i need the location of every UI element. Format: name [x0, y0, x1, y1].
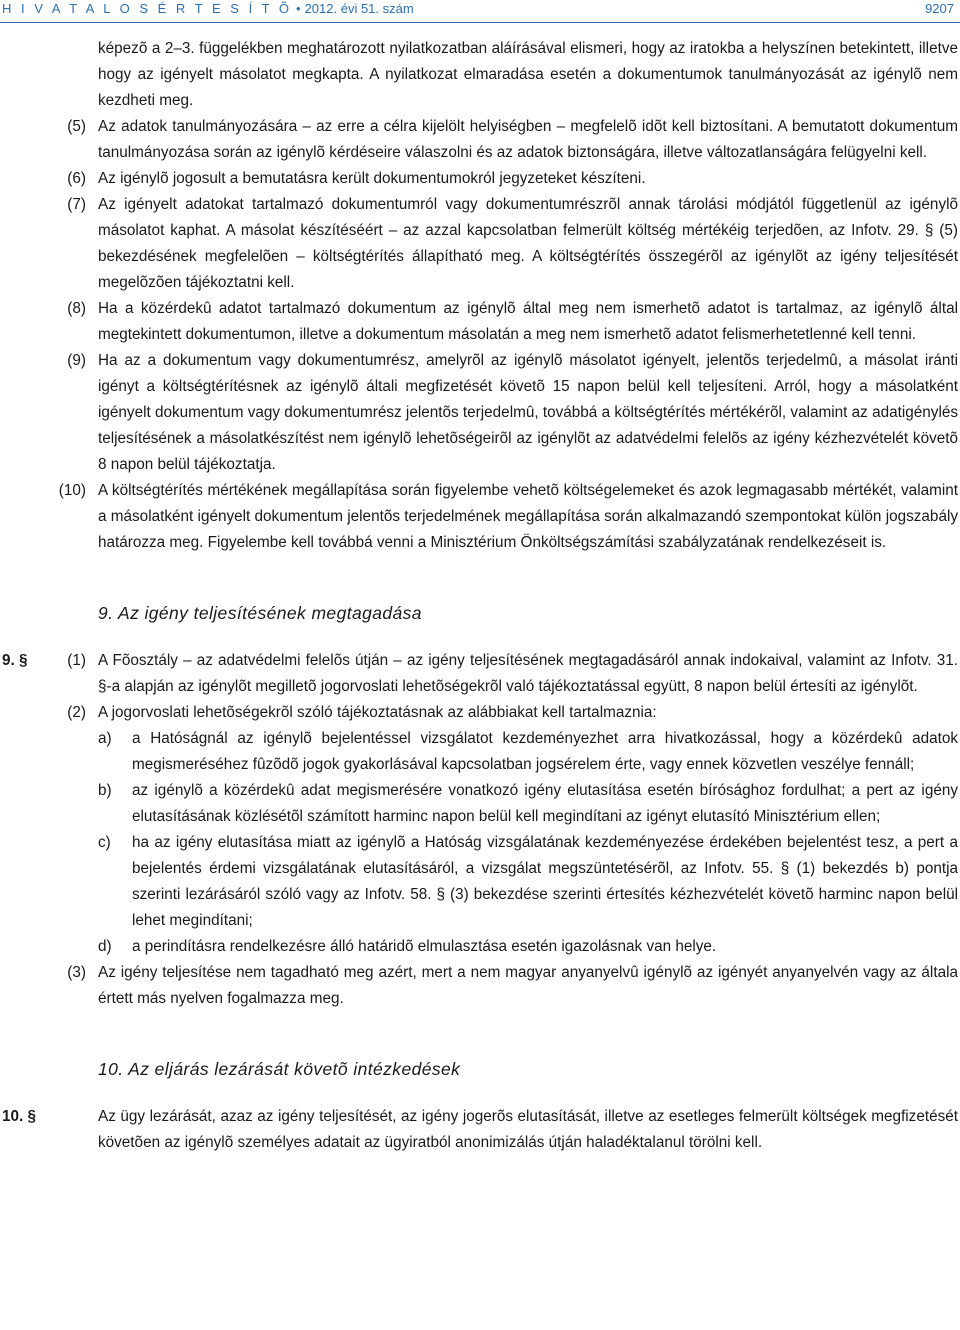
paragraph-text: Az igényelt adatokat tartalmazó dokumentumról vagy dokumentumrészrõl annak tárolási módjától függetlenül az igénylõ másolatot kaphat. A másolat készítéséért – az azzal kapcsolatban felmerült költség mértékéig terjedõen, az Infotv. 29. § (5) bekezdésének megfelelõen – költségtérítés állapítható meg. A költségtérítés összegérõl az igénylõt az igény teljesítését megelõzõen tájékoztatni kell. — [98, 196, 958, 291]
section-9-paragraph-3 — [0, 960, 960, 1012]
paragraph-number: (9) — [67, 352, 86, 369]
separator-dot: • — [296, 1, 301, 16]
list-item — [98, 830, 958, 934]
intro-text: képezõ a 2–3. függelékben meghatározott nyilatkozatban aláírásával elismeri, hogy az iratokba a helyszínen betekintett, illetve hogy az igényelt másolatot megkapta. A nyilatkozat elmaradása esetén a dokumentumok tanulmányozását az igénylõ nem kezdheti meg. — [98, 40, 958, 109]
item-list — [98, 726, 958, 960]
paragraph-text: Ha a közérdekû adatot tartalmazó dokumentum az igénylõ által meg nem ismerhetõ adatot is tartalmaz, az igénylõ által megtekintett dokumentumon, illetve a dokumentum másolatán a meg nem ismerhetõ adatot felismerhetetlenné kell tenni. — [98, 300, 958, 343]
item-letter: d) — [98, 938, 112, 955]
numbered-paragraph — [0, 192, 960, 296]
page-header — [0, 0, 960, 23]
paragraph-text: Az igénylõ jogosult a bemutatásra került dokumentumokról jegyzeteket készíteni. — [98, 170, 646, 187]
paragraph-text: Az igény teljesítése nem tagadható meg azért, mert a nem magyar anyanyelvû igénylõ az igényét anyanyelvén vagy az általa értett más nyelven fogalmazza meg. — [98, 964, 958, 1007]
numbered-paragraph — [0, 348, 960, 478]
paragraph-number: (3) — [67, 964, 86, 981]
journal-title — [2, 1, 414, 17]
intro-paragraph — [0, 36, 960, 114]
section-10-label: 10. § — [2, 1108, 37, 1125]
section-9-paragraph-1 — [0, 648, 960, 700]
section-10-paragraph — [0, 1104, 960, 1156]
paragraph-number: (6) — [67, 170, 86, 187]
item-text: a Hatóságnál az igénylõ bejelentéssel vizsgálatot kezdeményezhet arra hivatkozással, hogy a közérdekû adatok megismeréséhez fûzõdõ jogok gyakorlásával kapcsolatban jogsérelem érte, vagy ennek közvetlen veszélye fennáll; — [132, 730, 958, 773]
paragraph-text: A költségtérítés mértékének megállapítása során figyelembe vehetõ költségelemeket és azok legmagasabb mértékét, valamint a másolatként igényelt dokumentum jelentõs terjedelmének megállapítása során alkalmazandó szempontokat külön jogszabály határozza meg. Figyelembe kell továbbá venni a Minisztérium Önköltségszámítási szabályzatának rendelkezéseit is. — [98, 482, 958, 551]
paragraph-text: A Fõosztály – az adatvédelmi felelõs útján – az igény teljesítésének megtagadásáról annak indokaival, valamint az Infotv. 31. §-a alapján az igénylõt megilletõ jogorvoslati lehetõségekrõl való tájékoztatással együtt, 8 napon belül értesíti az igénylõt. — [98, 652, 958, 695]
item-letter: c) — [98, 834, 111, 851]
paragraph-number: (7) — [67, 196, 86, 213]
paragraph-number: (2) — [67, 704, 86, 721]
section-9-heading: 9. Az igény teljesítésének megtagadása — [98, 603, 422, 623]
numbered-paragraph — [0, 114, 960, 166]
paragraph-number: (8) — [67, 300, 86, 317]
list-item — [98, 726, 958, 778]
paragraph-text: Ha az a dokumentum vagy dokumentumrész, amelyrõl az igénylõ másolatot igényelt, jelentõs terjedelmû, a másolat iránti igényt a költségtérítésnek az igénylõ általi megfizetését követõ 15 napon belül kell teljesíteni. Arról, hogy a másolatként igényelt dokumentum vagy dokumentumrész jelentõs terjedelmû, továbbá a költségtérítés mértékérõl, valamint az adatigénylés teljesítésének a másolatkészítést nem igénylõ lehetõségeirõl az igénylõt az adatvédelmi felelõs az igény kézhezvételét követõ 8 napon belül tájékoztatja. — [98, 352, 958, 473]
issue-date: 2012. évi 51. szám — [304, 1, 414, 16]
section-9-label: 9. § — [2, 652, 28, 669]
paragraph-number: (5) — [67, 118, 86, 135]
numbered-paragraph — [0, 478, 960, 556]
numbered-paragraph — [0, 166, 960, 192]
list-item — [98, 778, 958, 830]
paragraph-text: Az ügy lezárását, azaz az igény teljesítését, az igény jogerõs elutasítását, illetve az esetleges felmerült költségek megfizetését követõen az igénylõ személyes adatait az ügyiratból anonimizálás útján haladéktalanul törölni kell. — [98, 1108, 958, 1151]
page-body — [0, 36, 960, 1156]
page-number: 9207 — [925, 1, 954, 16]
paragraph-number: (1) — [67, 652, 86, 669]
paragraph-list — [0, 114, 960, 556]
item-text: az igénylõ a közérdekû adat megismerésére vonatkozó igény elutasítása esetén bírósághoz fordulhat; a pert az igény elutasításának közlésétõl számított harminc napon belül kell megindítani az igényt elutasító Minisztérium ellen; — [132, 782, 958, 825]
section-10-heading: 10. Az eljárás lezárását követõ intézkedések — [98, 1059, 461, 1079]
item-text: ha az igény elutasítása miatt az igénylõ a Hatóság vizsgálatának kezdeményezése érdekében bejelentést tesz, a pert a bejelentés érdemi vizsgálatának elutasításáról, a vizsgálat megszüntetésérõl, az Infotv. 55. § (1) bekezdés b) pontja szerinti lezárásáról szóló vagy az Infotv. 58. § (3) bekezdése szerinti értesítés kézhezvételét követõ harminc napon belül lehet megindítani; — [132, 834, 958, 929]
paragraph-number: (10) — [58, 482, 86, 499]
list-item — [98, 934, 958, 960]
journal-name: H I V A T A L O S É R T E S Í T Õ — [2, 1, 293, 16]
section-9-paragraph-2 — [0, 700, 960, 960]
paragraph-text: Az adatok tanulmányozására – az erre a célra kijelölt helyiségben – megfelelõ idõt kell biztosítani. A bemutatott dokumentum tanulmányozása során az igénylõ kérdéseire válaszolni és az adatok biztonságára, illetve változatlanságára felügyelni kell. — [98, 118, 958, 161]
item-letter: b) — [98, 782, 112, 799]
numbered-paragraph — [0, 296, 960, 348]
item-letter: a) — [98, 730, 112, 747]
paragraph-text: A jogorvoslati lehetõségekrõl szóló tájékoztatásnak az alábbiakat kell tartalmaznia: — [98, 704, 657, 721]
item-text: a perindításra rendelkezésre álló határidõ elmulasztása esetén igazolásnak van helye. — [132, 938, 717, 955]
